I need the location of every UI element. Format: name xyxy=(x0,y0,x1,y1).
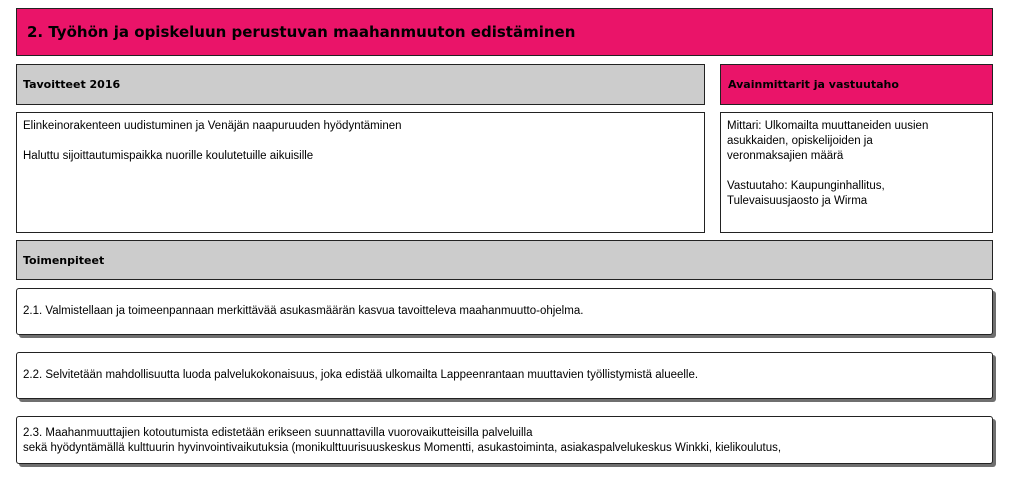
mittari-line: veronmaksajien määrä xyxy=(727,150,844,162)
section-title xyxy=(16,8,993,56)
section-title-text: 2. Työhön ja opiskeluun perustuvan maahanmuuton edistäminen xyxy=(27,23,576,41)
goal-item: Haluttu sijoittautumispaikka nuorille koulutetuille aikuisille xyxy=(23,150,314,162)
action-item-2-3 xyxy=(16,416,993,464)
goals-header-text: Tavoitteet 2016 xyxy=(23,78,121,91)
vastuutaho-line: Tulevaisuusjaosto ja Wirma xyxy=(727,195,868,207)
action-text-line: 2.3. Maahanmuuttajien kotoutumista edistetään erikseen suunnattavilla vuorovaikutteisilla palveluilla xyxy=(23,427,533,439)
action-text-line: sekä hyödyntämällä kulttuurin hyvinvointivaikutuksia (monikulttuurisuuskeskus Momentti, asukastoiminta, asiakaspalvelukeskus Winkki, kielikoulutus, xyxy=(23,442,782,454)
metrics-header xyxy=(720,64,993,105)
action-text: 2.2. Selvitetään mahdollisuutta luoda palvelukokonaisuus, joka edistää ulkomailta Lappeenrantaan muuttavien työllistymistä alueelle. xyxy=(23,369,699,381)
vastuutaho-line: Vastuutaho: Kaupunginhallitus, xyxy=(727,180,885,192)
goals-header xyxy=(16,64,705,105)
action-item-2-2 xyxy=(16,352,993,399)
goals-content xyxy=(16,112,705,233)
mittari-line: asukkaiden, opiskelijoiden ja xyxy=(727,135,873,147)
metrics-header-text: Avainmittarit ja vastuutaho xyxy=(728,78,899,91)
action-item-2-1 xyxy=(16,288,993,335)
actions-header-text: Toimenpiteet xyxy=(23,253,105,267)
actions-header xyxy=(16,240,993,280)
action-text: 2.1. Valmistellaan ja toimeenpannaan merkittävää asukasmäärän kasvua tavoitteleva maahanmuutto-ohjelma. xyxy=(23,305,584,317)
mittari-line: Mittari: Ulkomailta muuttaneiden uusien xyxy=(727,120,929,132)
goal-item: Elinkeinorakenteen uudistuminen ja Venäjän naapuruuden hyödyntäminen xyxy=(23,120,402,132)
metrics-content xyxy=(720,112,993,233)
